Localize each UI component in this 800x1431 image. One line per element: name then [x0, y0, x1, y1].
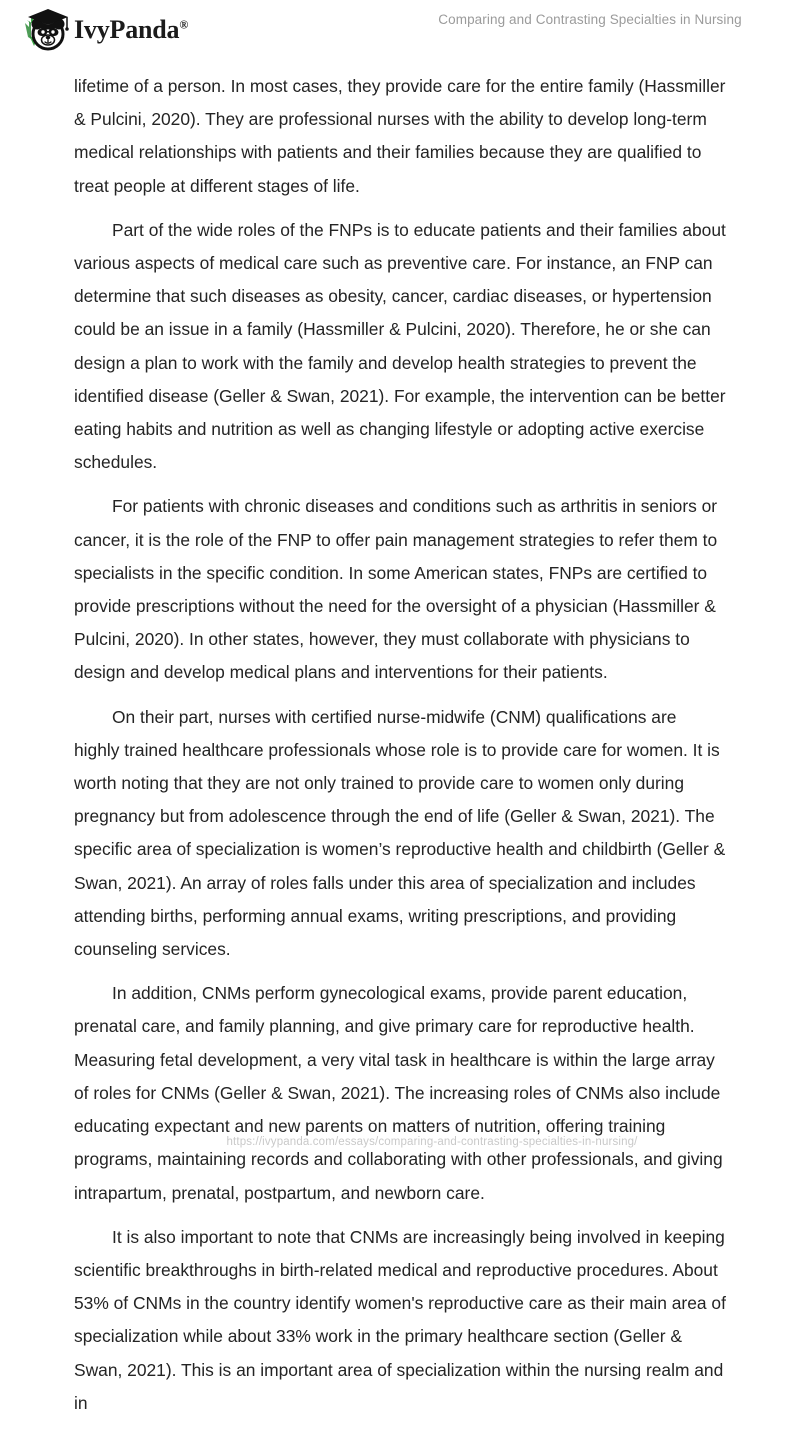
- document-body: [74, 70, 731, 1431]
- source-url[interactable]: https://ivypanda.com/essays/comparing-and-contrasting-specialties-in-nursing/: [226, 1136, 638, 1148]
- brand-name-text: IvyPanda: [74, 15, 180, 44]
- brand-logo-lockup[interactable]: [16, 6, 188, 54]
- panda-graduate-logo-icon: [16, 6, 72, 54]
- paragraph: On their part, nurses with certified nurse-midwife (CNM) qualifications are highly trained healthcare professionals whose role is to provide care for women. It is worth noting that they are not only trained to provide care to women only during pregnancy but from adolescence through the end of life (Geller & Swan, 2021). The specific area of specialization is women’s reproductive health and childbirth (Geller & Swan, 2021). An array of roles falls under this area of specialization and includes attending births, performing annual exams, writing prescriptions, and providing counseling services.: [74, 706, 731, 960]
- page-header: [0, 0, 800, 62]
- paragraph: Part of the wide roles of the FNPs is to educate patients and their families about various aspects of medical care such as preventive care. For instance, an FNP can determine that such diseases as obesity, cancer, cardiac diseases, or hypertension could be an issue in a family (Hassmiller & Pulcini, 2020). Therefore, he or she can design a plan to work with the family and develop health strategies to prevent the identified disease (Geller & Swan, 2021). For example, the intervention can be better eating habits and nutrition as well as changing lifestyle or adopting active exercise schedules.: [74, 219, 731, 473]
- paragraph: lifetime of a person. In most cases, they provide care for the entire family (Hassmiller & Pulcini, 2020). They are professional nurses with the ability to develop long-term medical relationships with patients and their families because they are qualified to treat people at different stages of life.: [74, 76, 731, 196]
- paragraph: For patients with chronic diseases and conditions such as arthritis in seniors or cancer, it is the role of the FNP to offer pain management strategies to refer them to specialists in the specific condition. In some American states, FNPs are certified to provide prescriptions without the need for the oversight of a physician (Hassmiller & Pulcini, 2020). In other states, however, they must collaborate with physicians to design and develop medical plans and interventions for their patients.: [74, 496, 722, 683]
- paragraph: In addition, CNMs perform gynecological exams, provide parent education, prenatal care, and family planning, and give primary care for reproductive health. Measuring fetal development, a very vital task in healthcare is within the large array of roles for CNMs (Geller & Swan, 2021). The increasing roles of CNMs also include educating expectant and new parents on matters of nutrition, offering training programs, maintaining records and collaborating with other professionals, and giving intrapartum, prenatal, postpartum, and newborn care.: [74, 983, 728, 1203]
- document-title-header: Comparing and Contrasting Specialties in Nursing: [438, 12, 742, 27]
- paragraph: It is also important to note that CNMs are increasingly being involved in keeping scientific breakthroughs in birth-related medical and reproductive procedures. About 53% of CNMs in the country identify women's reproductive care as their main area of specialization while about 33% work in the primary healthcare section (Geller & Swan, 2021). This is an important area of specialization within the nursing realm and in: [74, 1226, 731, 1413]
- registered-mark-icon: ®: [179, 17, 189, 32]
- brand-name: [74, 15, 188, 45]
- page-footer: [0, 1132, 800, 1150]
